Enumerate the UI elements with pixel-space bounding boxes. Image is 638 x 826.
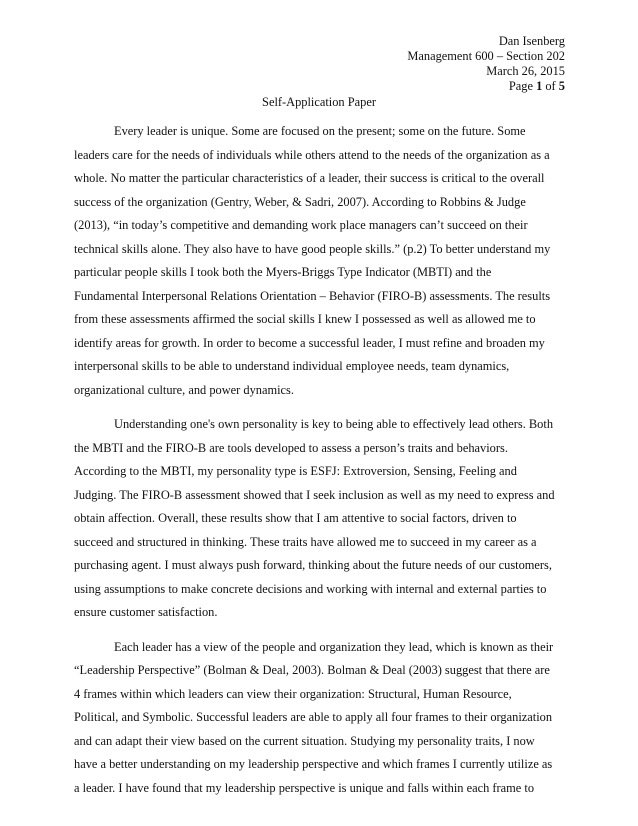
author-name: Dan Isenberg xyxy=(498,34,565,48)
text-line: Understanding one's own personality is key to being able to effectively lead others. Both xyxy=(114,417,554,431)
page-number xyxy=(407,79,565,94)
text-line: succeed and structured in thinking. These traits have allowed me to succeed in my career as a xyxy=(74,534,537,549)
text-line: technical skills alone. They also have to have good people skills.” (p.2) To better understand my xyxy=(74,241,551,256)
text-line: “Leadership Perspective” (Bolman & Deal, 2003). Bolman & Deal (2003) suggest that there are xyxy=(74,663,550,677)
text-line: particular people skills I took both the Myers-Briggs Type Indicator (MBTI) and the xyxy=(74,265,492,279)
course-section: Management 600 – Section 202 xyxy=(407,49,565,63)
text-line: Political, and Symbolic. Successful leaders are able to apply all four frames to their organization xyxy=(74,710,553,724)
paragraph xyxy=(74,120,564,402)
text-line: Judging. The FIRO-B assessment showed that I seek inclusion as well as my need to express and xyxy=(74,487,555,502)
text-line: 4 frames within which leaders can view their organization: Structural, Human Resource, xyxy=(74,686,512,701)
page-of: of xyxy=(542,79,559,93)
text-line: According to the MBTI, my personality type is ESFJ: Extroversion, Sensing, Feeling and xyxy=(74,464,517,478)
text-line: a leader. I have found that my leadership perspective is unique and falls within each frame to xyxy=(74,780,535,795)
text-line: (2013), “in today’s competitive and demanding work place managers can’t succeed on their xyxy=(74,218,528,232)
paragraph xyxy=(74,636,564,801)
text-line: whole. No matter the particular characteristics of a leader, their success is critical to the overall xyxy=(74,171,545,185)
text-line: identify areas for growth. In order to become a successful leader, I must refine and broaden my xyxy=(74,335,545,350)
text-line: Every leader is unique. Some are focused on the present; some on the future. Some xyxy=(114,124,526,138)
page-prefix: Page xyxy=(508,79,537,93)
text-line: success of the organization (Gentry, Weber, & Sadri, 2007). According to Robbins & Judge xyxy=(74,194,526,209)
text-line: Each leader has a view of the people and organization they lead, which is known as their xyxy=(114,639,554,654)
paragraph xyxy=(74,413,564,625)
text-line: from these assessments affirmed the social skills I knew I possessed as well as allowed me to xyxy=(74,312,536,326)
page-header xyxy=(407,34,565,94)
text-line: purchasing agent. I must always push forward, thinking about the future needs of our customers, xyxy=(74,558,552,572)
text-line: and can adapt their view based on the current situation. Studying my personality traits, I now xyxy=(74,733,535,748)
text-line: using assumptions to make concrete decisions and working with internal and external parties to xyxy=(74,581,547,596)
text-line: organizational culture, and power dynamics. xyxy=(74,382,294,397)
page-current: 1 xyxy=(536,79,543,93)
text-line: Fundamental Interpersonal Relations Orientation – Behavior (FIRO-B) assessments. The results xyxy=(74,288,551,303)
document-date: March 26, 2015 xyxy=(486,64,565,78)
text-line: the MBTI and the FIRO-B are tools developed to assess a person’s traits and behaviors. xyxy=(74,440,508,455)
text-line: have a better understanding on my leadership perspective and which frames I currently utilize as xyxy=(74,757,553,771)
text-line: interpersonal skills to be able to understand individual employee needs, team dynamics, xyxy=(74,359,510,373)
page-total: 5 xyxy=(558,79,565,93)
text-line: leaders care for the needs of individuals while others attend to the needs of the organization as a xyxy=(74,147,550,162)
document-body xyxy=(74,120,564,811)
text-line: ensure customer satisfaction. xyxy=(74,605,218,619)
document-title: Self-Application Paper xyxy=(262,95,376,109)
text-line: obtain affection. Overall, these results show that I am attentive to social factors, driven to xyxy=(74,511,517,525)
